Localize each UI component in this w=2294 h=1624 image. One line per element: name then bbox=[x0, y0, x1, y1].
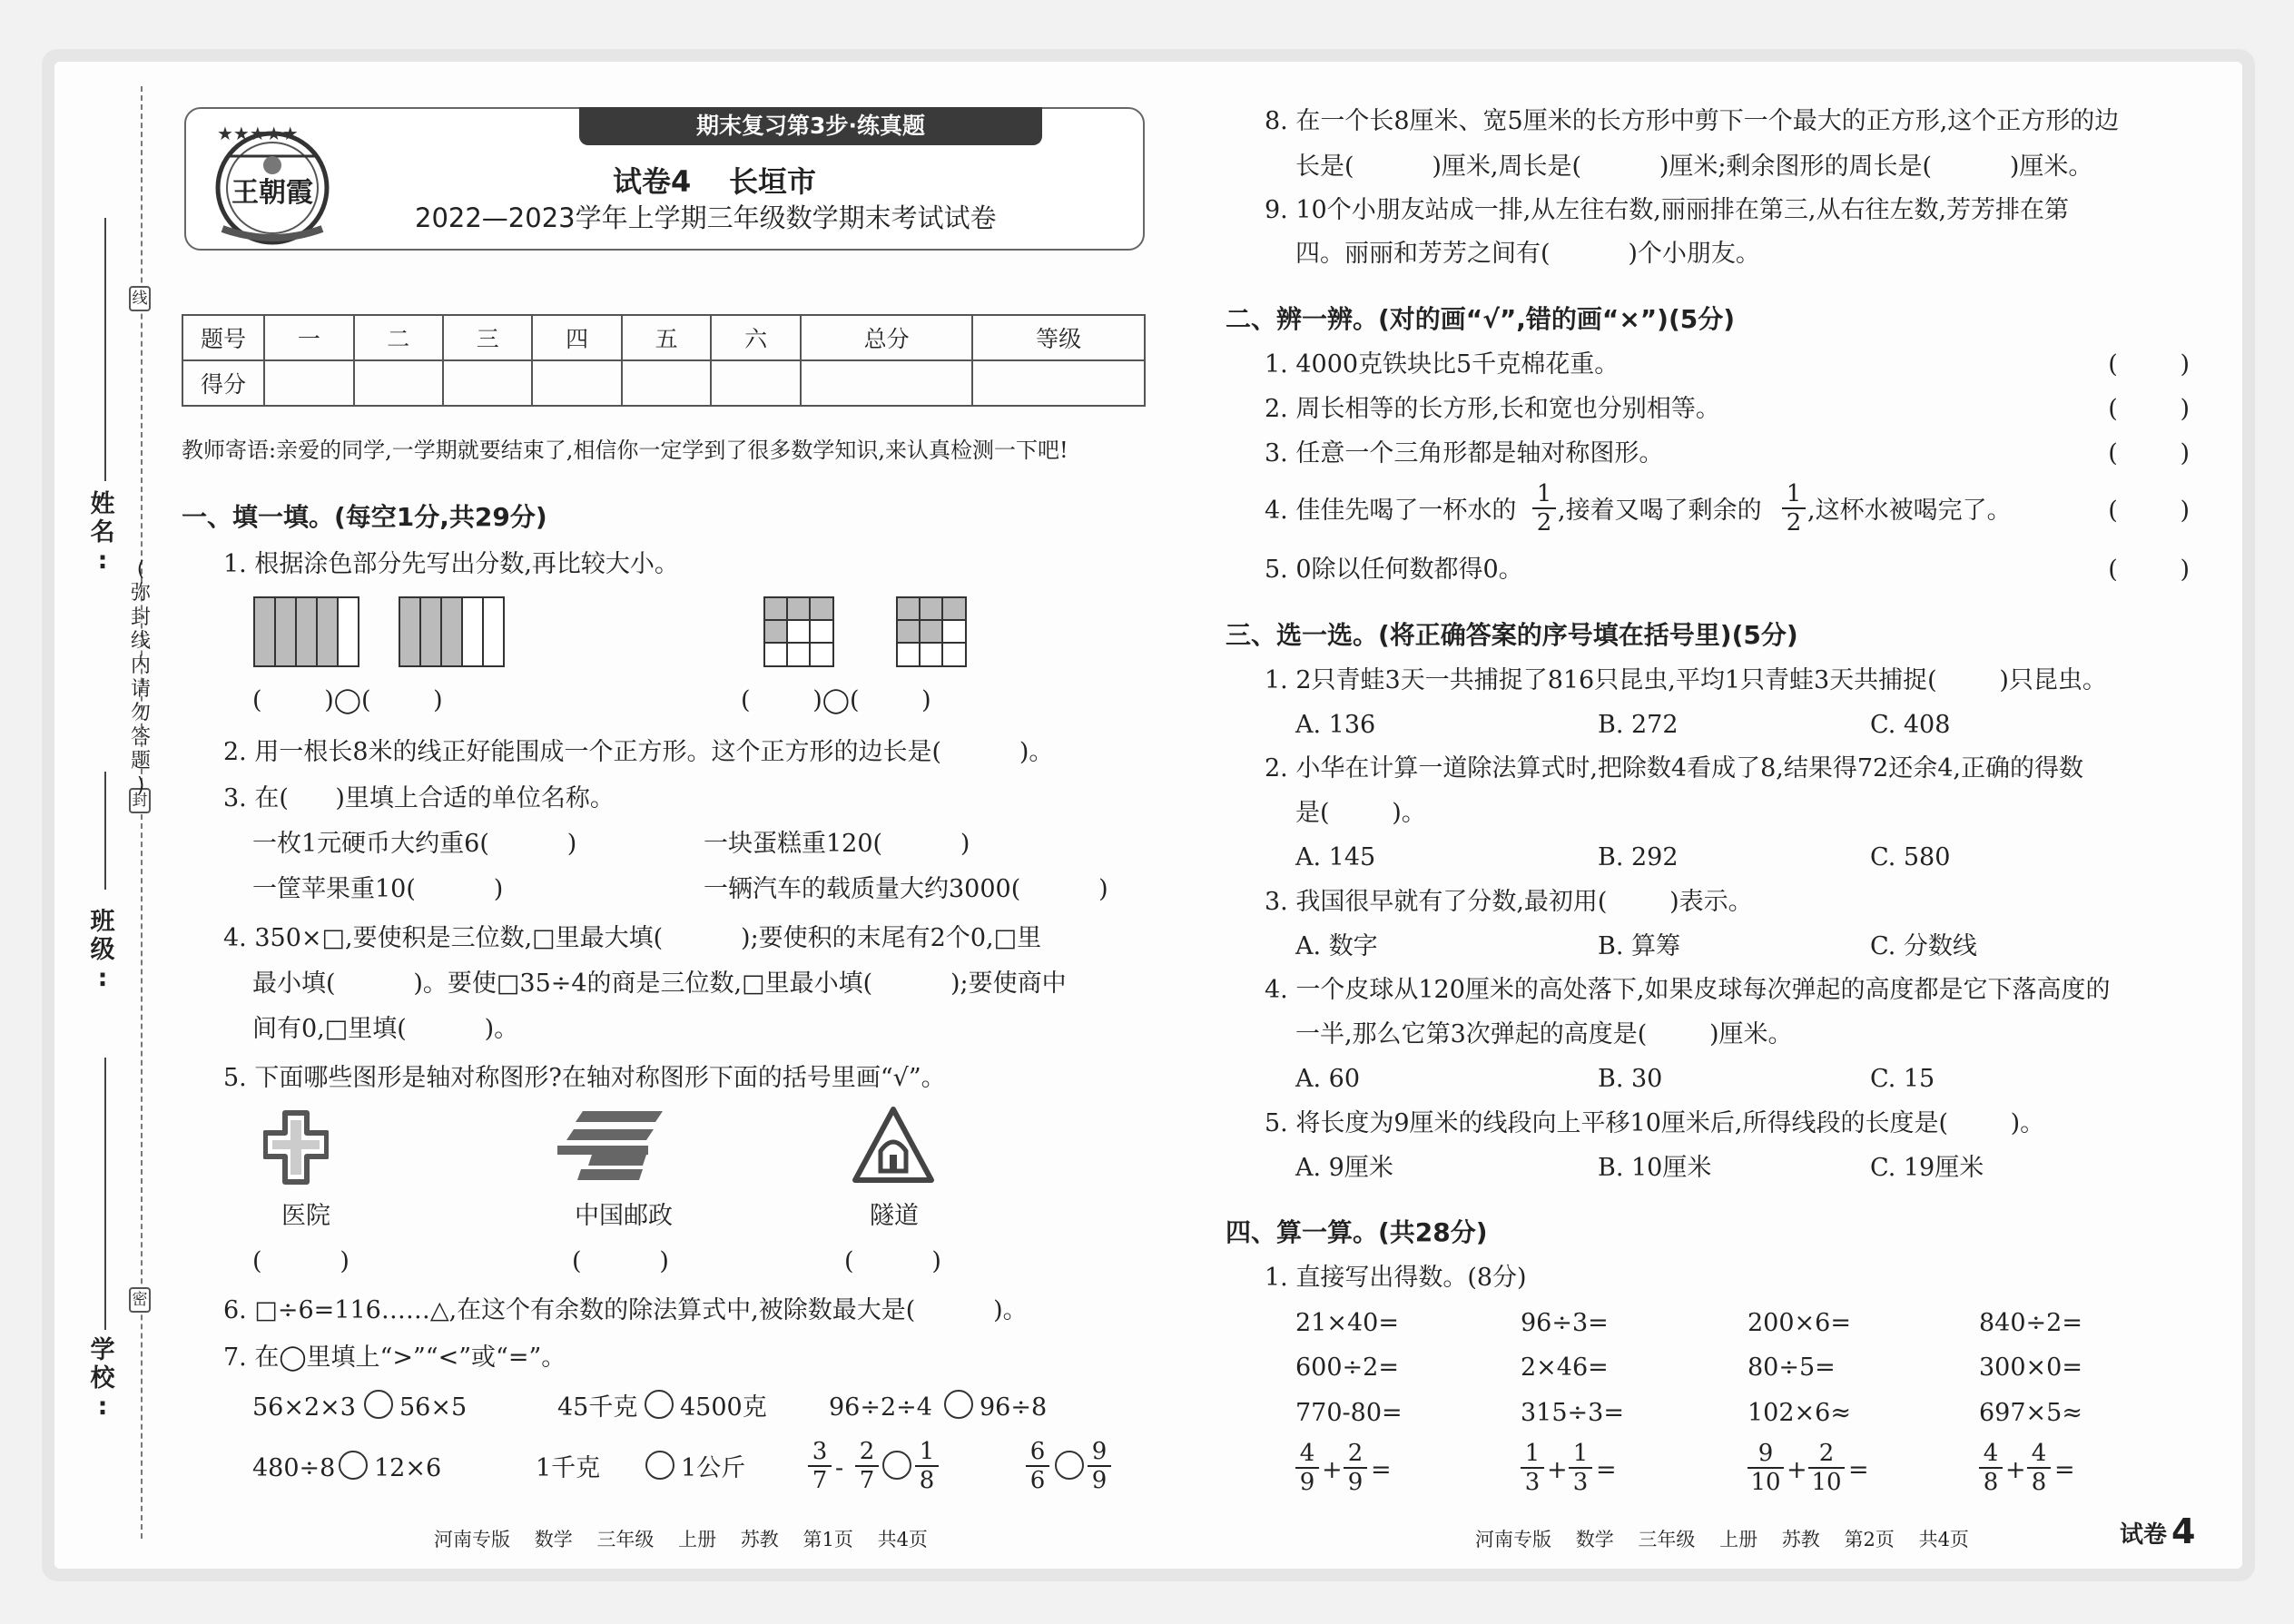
calc-item: 102×6≈ bbox=[1748, 1399, 1851, 1427]
calc-item: 770-80= bbox=[1295, 1399, 1403, 1427]
q9-line1: 9. 10个小朋友站成一排,从左往右数,丽丽排在第三,从右往左数,芳芳排在第 bbox=[1265, 196, 2070, 224]
class-label: 班 级 : bbox=[90, 908, 115, 993]
footer-left: 河南专版 数学 三年级 上册 苏教 第1页 共4页 bbox=[434, 1529, 928, 1550]
compare-circle[interactable] bbox=[645, 1390, 674, 1419]
side-mark-dense: 密 bbox=[129, 1287, 151, 1313]
s2-item: 4. 佳佳先喝了一杯水的 bbox=[1265, 497, 1517, 525]
s3-q4-line1: 4. 一个皮球从120厘米的高处落下,如果皮球每次弹起的高度都是它下落高度的 bbox=[1265, 976, 2111, 1004]
score-header: 总分 bbox=[801, 315, 973, 360]
header-banner: 期末复习第3步·练真题 bbox=[579, 107, 1042, 145]
seal-notice: ( 弥 封 线 内 请 勿 答 题 ) bbox=[130, 558, 151, 797]
tunnel-sign-icon bbox=[852, 1106, 935, 1184]
q7-expr: 56×5 bbox=[399, 1393, 468, 1422]
score-cell[interactable] bbox=[354, 360, 443, 406]
calc-item: 200×6= bbox=[1748, 1309, 1851, 1337]
s3-q3: 3. 我国很早就有了分数,最初用( )表示。 bbox=[1265, 888, 1753, 916]
score-header: 六 bbox=[711, 315, 800, 360]
s1-q4-line1: 4. 350×□,要使积是三位数,□里最大填( );要使积的末尾有2个0,□里 bbox=[223, 924, 1042, 952]
s3-opt: C. 15 bbox=[1870, 1065, 1935, 1093]
s2-item: 1. 4000克铁块比5千克棉花重。 bbox=[1265, 350, 1620, 379]
publisher-logo bbox=[204, 120, 340, 245]
s1-q3: 3. 在( )里填上合适的单位名称。 bbox=[223, 784, 615, 812]
s1-q2: 2. 用一根长8米的线正好能围成一个正方形。这个正方形的边长是( )。 bbox=[223, 738, 1054, 766]
s3-opt: B. 30 bbox=[1598, 1065, 1663, 1093]
s3-opt: C. 580 bbox=[1870, 843, 1951, 871]
score-header: 三 bbox=[443, 315, 532, 360]
equals-sign: = bbox=[1848, 1456, 1869, 1484]
s1-q4-line2: 最小填( )。要使□35÷4的商是三位数,□里最小填( );要使商中 bbox=[252, 969, 1067, 998]
s3-opt: B. 272 bbox=[1598, 711, 1679, 739]
side-mark-seal: 封 bbox=[129, 788, 151, 813]
q8-line2: 长是( )厘米,周长是( )厘米;剩余图形的周长是( )厘米。 bbox=[1295, 153, 2093, 181]
fraction-half: $\frac{1}{2}$ bbox=[1532, 482, 1556, 535]
q5-blank-2[interactable]: ( ) bbox=[572, 1247, 669, 1275]
class-line bbox=[104, 772, 106, 890]
fraction: $\frac{4}{9}$ bbox=[1295, 1442, 1319, 1494]
score-cell[interactable] bbox=[532, 360, 621, 406]
s3-opt: B. 算筹 bbox=[1598, 932, 1681, 960]
calc-item: 840÷2= bbox=[1979, 1309, 2082, 1337]
q9-line2: 四。丽丽和芳芳之间有( )个小朋友。 bbox=[1295, 240, 1760, 268]
fraction: $\frac{9}{10}$ bbox=[1748, 1442, 1784, 1494]
compare-circle[interactable] bbox=[1055, 1451, 1084, 1480]
s3-q2-line2: 是( )。 bbox=[1295, 799, 1426, 827]
equals-sign: = bbox=[1596, 1456, 1617, 1484]
score-cell[interactable] bbox=[972, 360, 1145, 406]
s3-q5: 5. 将长度为9厘米的线段向上平移10厘米后,所得线段的长度是( )。 bbox=[1265, 1109, 2045, 1137]
paper-header bbox=[184, 107, 1145, 251]
score-cell[interactable] bbox=[264, 360, 353, 406]
q7-expr: 480÷8 bbox=[252, 1454, 336, 1482]
s4-title: 四、算一算。(共28分) bbox=[1226, 1217, 1488, 1247]
q8-line1: 8. 在一个长8厘米、宽5厘米的长方形中剪下一个最大的正方形,这个正方形的边 bbox=[1265, 107, 2120, 135]
plus-sign: + bbox=[1322, 1456, 1343, 1484]
s2-answer-paren[interactable]: ( ) bbox=[2108, 395, 2190, 423]
s2-item4-mid: ,接着又喝了剩余的 bbox=[1558, 497, 1762, 525]
fraction-half: $\frac{1}{2}$ bbox=[1782, 482, 1806, 535]
s2-item: 5. 0除以任何数都得0。 bbox=[1265, 556, 1523, 584]
q5-label-tunnel: 隧道 bbox=[870, 1202, 919, 1230]
q5-blank-1[interactable]: ( ) bbox=[252, 1247, 350, 1275]
s3-q1: 1. 2只青蛙3天一共捕捉了816只昆虫,平均1只青蛙3天共捕捉( )只昆虫。 bbox=[1265, 666, 2107, 694]
fraction: $\frac{4}{8}$ bbox=[1979, 1442, 2003, 1494]
fraction-strips bbox=[252, 595, 543, 670]
q7-expr: 12×6 bbox=[374, 1454, 442, 1482]
paper-title: 2022—2023学年上学期三年级数学期末考试试卷 bbox=[415, 202, 997, 233]
calc-item: 21×40= bbox=[1295, 1309, 1399, 1337]
score-header: 一 bbox=[264, 315, 353, 360]
q7-expr: 1千克 bbox=[536, 1454, 601, 1482]
s2-answer-paren[interactable]: ( ) bbox=[2108, 556, 2190, 584]
name-line bbox=[104, 218, 106, 481]
fraction: $\frac{1}{8}$ bbox=[915, 1440, 939, 1492]
s2-answer-paren[interactable]: ( ) bbox=[2108, 350, 2190, 379]
compare-circle[interactable] bbox=[645, 1451, 674, 1480]
s3-opt: C. 19厘米 bbox=[1870, 1154, 1984, 1182]
score-header: 题号 bbox=[182, 315, 264, 360]
fraction: $\frac{1}{3}$ bbox=[1521, 1442, 1544, 1494]
score-cell[interactable] bbox=[622, 360, 711, 406]
s1-q3b: 一块蛋糕重120( ) bbox=[704, 830, 970, 858]
q5-blank-3[interactable]: ( ) bbox=[844, 1247, 941, 1275]
calc-item: 80÷5= bbox=[1748, 1353, 1836, 1382]
s2-title: 二、辨一辨。(对的画“√”,错的画“×”)(5分) bbox=[1226, 304, 1736, 334]
s2-item: 2. 周长相等的长方形,长和宽也分别相等。 bbox=[1265, 395, 1720, 423]
score-header: 五 bbox=[622, 315, 711, 360]
s3-opt: A. 60 bbox=[1295, 1065, 1361, 1093]
q7-expr: 56×2×3 bbox=[252, 1393, 356, 1422]
s3-opt: B. 292 bbox=[1598, 843, 1679, 871]
compare-circle[interactable] bbox=[944, 1390, 973, 1419]
calc-item: 2×46= bbox=[1521, 1353, 1609, 1382]
calc-item: 600÷2= bbox=[1295, 1353, 1399, 1382]
s3-title: 三、选一选。(将正确答案的序号填在括号里)(5分) bbox=[1226, 620, 1798, 650]
score-cell[interactable] bbox=[801, 360, 973, 406]
q7-expr: 45千克 bbox=[557, 1393, 638, 1422]
s1-q1-blanks-a[interactable]: ( )◯( ) bbox=[252, 686, 443, 714]
score-table bbox=[182, 314, 1146, 407]
fraction: $\frac{2}{9}$ bbox=[1344, 1442, 1367, 1494]
calc-item: 697×5≈ bbox=[1979, 1399, 2082, 1427]
q5-label-hospital: 医院 bbox=[281, 1202, 330, 1230]
s4-q1: 1. 直接写出得数。(8分) bbox=[1265, 1264, 1527, 1292]
exam-sheet bbox=[54, 62, 2242, 1569]
fraction: $\frac{2}{7}$ bbox=[855, 1440, 879, 1492]
s1-q3d: 一辆汽车的载质量大约3000( ) bbox=[704, 875, 1108, 903]
fraction-grids bbox=[763, 595, 971, 670]
china-post-icon bbox=[556, 1109, 665, 1182]
minus-sign: - bbox=[835, 1454, 844, 1482]
equals-sign: = bbox=[2054, 1456, 2075, 1484]
s3-opt: A. 145 bbox=[1295, 843, 1376, 871]
name-label: 姓 名 : bbox=[90, 490, 115, 576]
svg-text:王朝霞: 王朝霞 bbox=[231, 177, 313, 209]
compare-circle[interactable] bbox=[339, 1451, 368, 1480]
q7-expr: 4500克 bbox=[680, 1393, 767, 1422]
footer-right: 河南专版 数学 三年级 上册 苏教 第2页 共4页 bbox=[1475, 1529, 1969, 1550]
fraction: $\frac{6}{6}$ bbox=[1026, 1440, 1049, 1492]
s2-item: 3. 任意一个三角形都是轴对称图形。 bbox=[1265, 439, 1664, 468]
equals-sign: = bbox=[1371, 1456, 1392, 1484]
side-mark-line: 线 bbox=[129, 286, 151, 311]
paper-number: 试卷4 bbox=[613, 164, 692, 199]
paper-city: 长垣市 bbox=[729, 164, 817, 199]
score-header: 等级 bbox=[972, 315, 1145, 360]
s2-item4-end: ,这杯水被喝完了。 bbox=[1807, 497, 2012, 525]
compare-circle[interactable] bbox=[882, 1451, 911, 1480]
s3-opt: A. 136 bbox=[1295, 711, 1376, 739]
s2-answer-paren[interactable]: ( ) bbox=[2108, 497, 2190, 525]
plus-sign: + bbox=[1547, 1456, 1568, 1484]
plus-sign: + bbox=[2005, 1456, 2026, 1484]
s3-opt: B. 10厘米 bbox=[1598, 1154, 1712, 1182]
calc-item: 300×0= bbox=[1979, 1353, 2082, 1382]
score-header: 二 bbox=[354, 315, 443, 360]
hospital-cross-icon bbox=[263, 1109, 329, 1186]
s2-answer-paren[interactable]: ( ) bbox=[2108, 439, 2190, 468]
fraction: $\frac{2}{10}$ bbox=[1808, 1442, 1845, 1494]
s3-q4-line2: 一半,那么它第3次弹起的高度是( )厘米。 bbox=[1295, 1020, 1793, 1048]
score-row-label: 得分 bbox=[182, 360, 264, 406]
s1-title: 一、填一填。(每空1分,共29分) bbox=[182, 502, 547, 532]
fraction: $\frac{1}{3}$ bbox=[1569, 1442, 1592, 1494]
s1-q3c: 一筐苹果重10( ) bbox=[252, 875, 504, 903]
s3-opt: C. 分数线 bbox=[1870, 932, 1977, 960]
s1-q6: 6. □÷6=116……△,在这个有余数的除法算式中,被除数最大是( )。 bbox=[223, 1296, 1028, 1324]
s1-q1: 1. 根据涂色部分先写出分数,再比较大小。 bbox=[223, 550, 679, 578]
svg-text:★★★★★: ★★★★★ bbox=[217, 123, 299, 144]
q5-label-post: 中国邮政 bbox=[575, 1202, 673, 1230]
school-label: 学 校 : bbox=[90, 1336, 115, 1422]
s1-q5: 5. 下面哪些图形是轴对称图形?在轴对称图形下面的括号里画“√”。 bbox=[223, 1064, 946, 1092]
calc-item: 96÷3= bbox=[1521, 1309, 1609, 1337]
fraction: $\frac{9}{9}$ bbox=[1088, 1440, 1111, 1492]
fraction: $\frac{3}{7}$ bbox=[808, 1440, 832, 1492]
s1-q4-line3: 间有0,□里填( )。 bbox=[252, 1015, 519, 1043]
s1-q3a: 一枚1元硬币大约重6( ) bbox=[252, 830, 577, 858]
s3-opt: C. 408 bbox=[1870, 711, 1951, 739]
q7-expr: 1公斤 bbox=[681, 1454, 746, 1482]
paper-badge: 试卷 bbox=[2120, 1521, 2168, 1549]
compare-circle[interactable] bbox=[364, 1390, 393, 1419]
q7-expr: 96÷8 bbox=[980, 1393, 1048, 1422]
q7-expr: 96÷2÷4 bbox=[829, 1393, 932, 1422]
score-cell[interactable] bbox=[443, 360, 532, 406]
paper-badge-number: 4 bbox=[2171, 1511, 2196, 1551]
calc-item: 315÷3= bbox=[1521, 1399, 1624, 1427]
s3-opt: A. 数字 bbox=[1295, 932, 1378, 960]
teacher-note: 教师寄语:亲爱的同学,一学期就要结束了,相信你一定学到了很多数学知识,来认真检测一下吧! bbox=[182, 438, 1068, 463]
s1-q1-blanks-b[interactable]: ( )◯( ) bbox=[741, 686, 931, 714]
plus-sign: + bbox=[1787, 1456, 1807, 1484]
s3-opt: A. 9厘米 bbox=[1295, 1154, 1393, 1182]
fraction: $\frac{4}{8}$ bbox=[2027, 1442, 2051, 1494]
s3-q2-line1: 2. 小华在计算一道除法算式时,把除数4看成了8,结果得72还余4,正确的得数 bbox=[1265, 754, 2083, 782]
score-header: 四 bbox=[532, 315, 621, 360]
score-cell[interactable] bbox=[711, 360, 800, 406]
school-line bbox=[104, 1058, 106, 1330]
s1-q7: 7. 在◯里填上“>”“<”或“=”。 bbox=[223, 1343, 566, 1372]
